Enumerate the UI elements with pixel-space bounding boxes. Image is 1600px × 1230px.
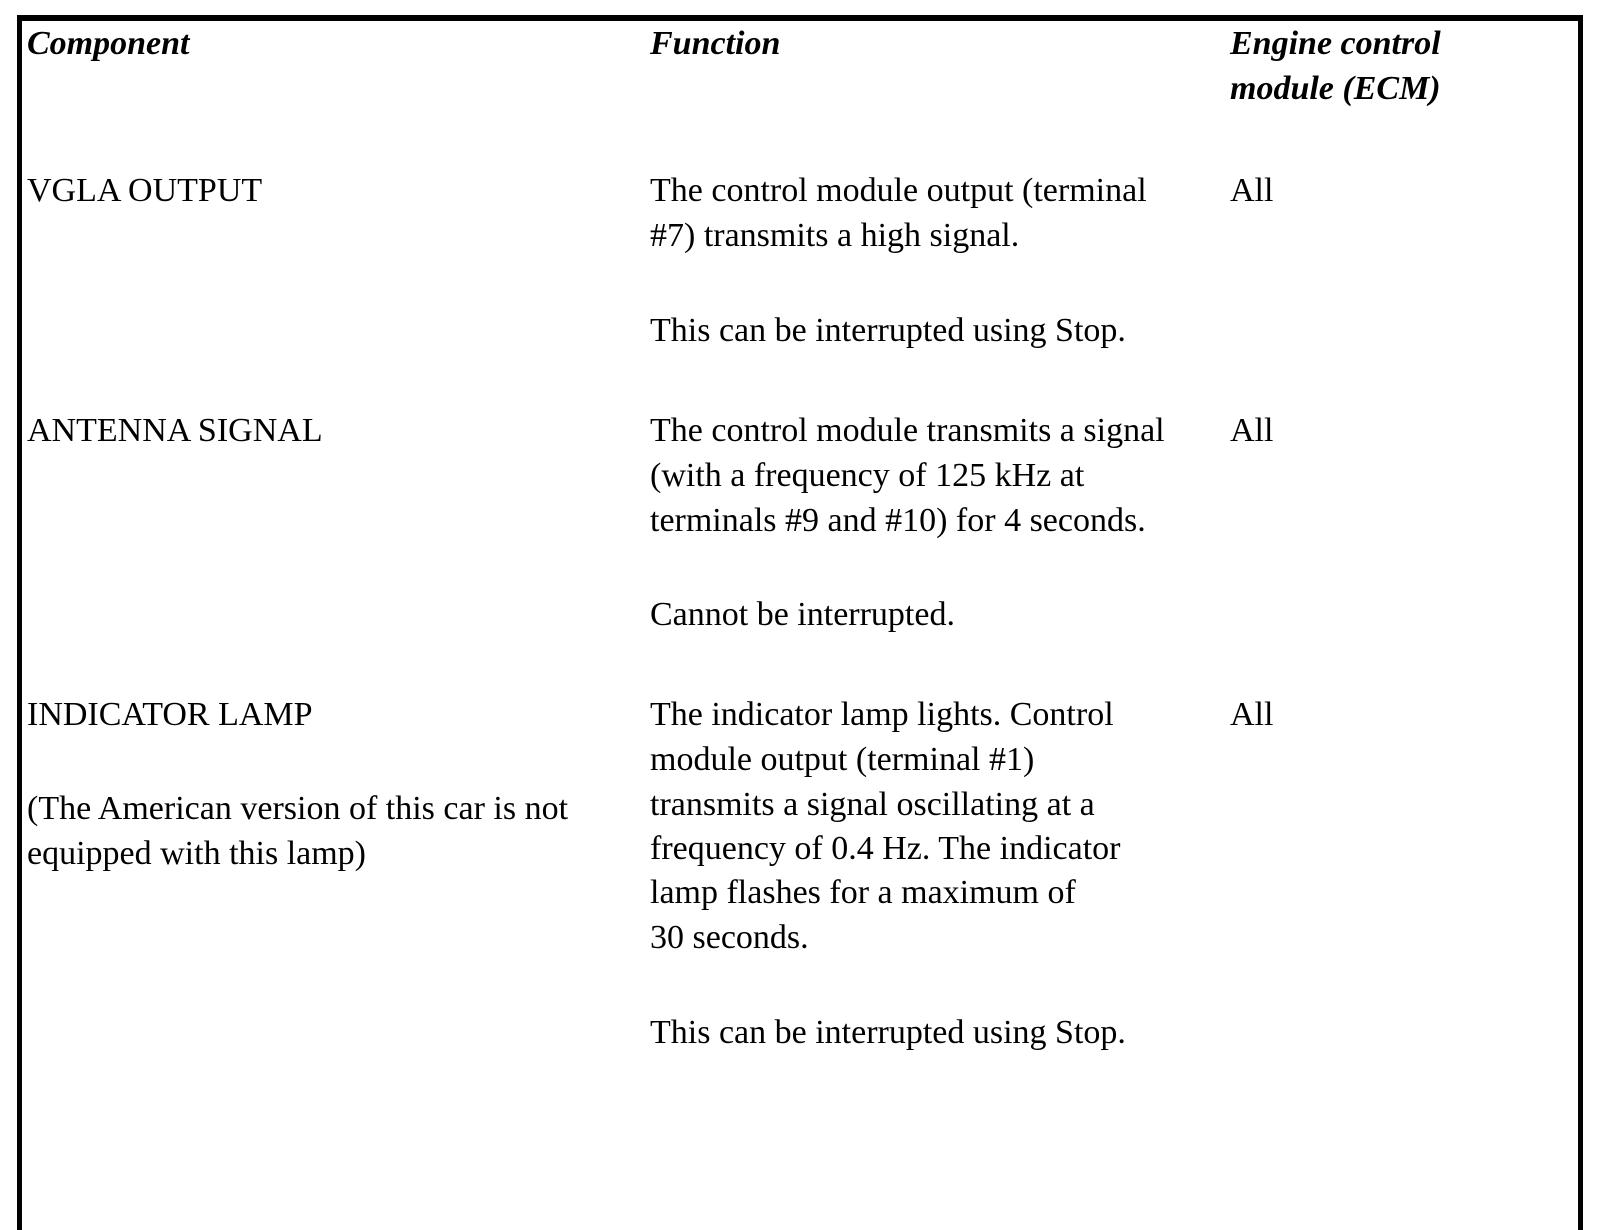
row-component-note-line: (The American version of this car is not: [27, 790, 569, 827]
row-ecm: All: [1230, 172, 1274, 209]
row-function-line: The control module transmits a signal: [650, 412, 1165, 449]
row-component: INDICATOR LAMP: [27, 696, 313, 733]
row-function-line: module output (terminal #1): [650, 741, 1035, 778]
header-component: Component: [27, 25, 190, 62]
header-ecm-line2: module (ECM): [1230, 70, 1441, 107]
row-ecm: All: [1230, 696, 1274, 733]
header-ecm-line1: Engine control: [1230, 25, 1441, 62]
row-ecm: All: [1230, 412, 1274, 449]
row-function-line: (with a frequency of 125 kHz at: [650, 457, 1085, 494]
row-function-line: frequency of 0.4 Hz. The indicator: [650, 830, 1121, 867]
row-function-line: The indicator lamp lights. Control: [650, 696, 1114, 733]
row-component-note-line: equipped with this lamp): [27, 835, 367, 872]
row-function-line: lamp flashes for a maximum of: [650, 874, 1076, 911]
row-function-note: Cannot be interrupted.: [650, 596, 955, 633]
row-function-line: transmits a signal oscillating at a: [650, 786, 1095, 823]
row-component: ANTENNA SIGNAL: [27, 412, 323, 449]
row-component: VGLA OUTPUT: [27, 172, 263, 209]
row-function-note: This can be interrupted using Stop.: [650, 1014, 1126, 1051]
row-function-line: 30 seconds.: [650, 919, 809, 956]
row-function-line: The control module output (terminal: [650, 172, 1147, 209]
row-function-note: This can be interrupted using Stop.: [650, 312, 1126, 349]
row-function-line: #7) transmits a high signal.: [650, 217, 1020, 254]
row-function-line: terminals #9 and #10) for 4 seconds.: [650, 502, 1146, 539]
header-function: Function: [650, 25, 781, 62]
